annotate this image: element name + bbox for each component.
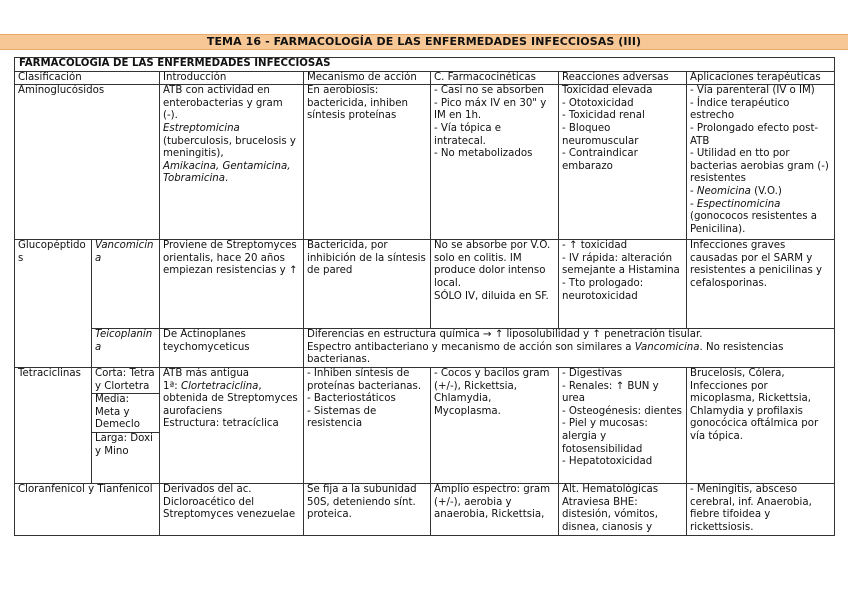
applications-cell: - Vía parenteral (IV o IM) - Índice terapéutico estrecho - Prolongado efecto post-ATB - Utilidad en tto por bacterias aerobias gram (-) resistentes - Neomicina (V.O.) - Espectinomicina (gonococos resistentes a Penicilina). bbox=[687, 85, 835, 240]
duration-medium: Media: Meta y Demeclo bbox=[92, 394, 159, 433]
mechanism-cell: Se fija a la subunidad 50S, deteniendo sínt. proteica. bbox=[304, 483, 431, 535]
header-introduccion: Introducción bbox=[160, 71, 304, 85]
header-farmacocineticas: C. Farmacocinéticas bbox=[431, 71, 559, 85]
table-row bbox=[15, 85, 835, 240]
drug-cell-vancomicina: Vancomicina bbox=[92, 240, 160, 329]
mechanism-cell: En aerobiosis: bactericida, inhiben síntesis proteínas bbox=[304, 85, 431, 240]
class-cell: Tetraciclinas bbox=[15, 367, 92, 483]
pharmacokinetics-cell: - Cocos y bacilos gram (+/-), Rickettsia, Chlamydia, Mycoplasma. bbox=[431, 367, 559, 483]
table-title: FARMACOLOGÍA DE LAS ENFERMEDADES INFECCIOSAS bbox=[15, 58, 835, 72]
table-row bbox=[15, 483, 835, 535]
intro-cell: ATB más antigua 1ª: Clortetraciclina, obtenida de Streptomyces aurofaciens Estructura: tetracíclica bbox=[160, 367, 304, 483]
merged-note-cell: Diferencias en estructura química → ↑ liposolubilidad y ↑ penetración tisular. Espectro antibacteriano y mecanismo de acción son similares a Vancomicina. No resistencias bacterianas. bbox=[304, 329, 835, 368]
adverse-cell: - ↑ toxicidad - IV rápida: alteración semejante a Histamina - Tto prologado: neurotoxicidad bbox=[559, 240, 687, 329]
pharmacokinetics-cell: No se absorbe por V.O. solo en colitis. IM produce dolor intenso local. SÓLO IV, diluida en SF. bbox=[431, 240, 559, 329]
duration-subcells bbox=[92, 367, 160, 483]
applications-cell: - Meningitis, absceso cerebral, inf. Anaerobia, fiebre tifoidea y rickettsiosis. bbox=[687, 483, 835, 535]
header-row bbox=[15, 71, 835, 85]
pharmacokinetics-cell: Amplio espectro: gram (+/-), aerobia y anaerobia, Rickettsia, bbox=[431, 483, 559, 535]
intro-cell: Derivados del ac. Dicloroacético del Streptomyces venezuelae bbox=[160, 483, 304, 535]
intro-cell: Proviene de Streptomyces orientalis, hace 20 años empiezan resistencias y ↑ bbox=[160, 240, 304, 329]
class-cell: Aminoglucósidos bbox=[15, 85, 160, 240]
applications-cell: Infecciones graves causadas por el SARM y resistentes a penicilinas y cefalosporinas. bbox=[687, 240, 835, 329]
table-row bbox=[15, 329, 835, 368]
mechanism-cell: Bactericida, por inhibición de la síntesis de pared bbox=[304, 240, 431, 329]
mechanism-cell: - Inhiben síntesis de proteínas bacterianas. - Bacteriostáticos - Sistemas de resistencia bbox=[304, 367, 431, 483]
adverse-cell: Toxicidad elevada - Ototoxicidad - Toxicidad renal - Bloqueo neuromuscular - Contraindicar embarazo bbox=[559, 85, 687, 240]
class-cell: Cloranfenicol y Tianfenicol bbox=[15, 483, 160, 535]
pharmacokinetics-cell: - Casi no se absorben - Pico máx IV en 30" y IM en 1h. - Vía tópica e intratecal. - No metabolizados bbox=[431, 85, 559, 240]
chapter-banner: TEMA 16 - FARMACOLOGÍA DE LAS ENFERMEDADES INFECCIOSAS (III) bbox=[0, 34, 848, 50]
adverse-cell: - Digestivas - Renales: ↑ BUN y urea - Osteogénesis: dientes - Piel y mucosas: alergia y fotosensibilidad - Hepatotoxicidad bbox=[559, 367, 687, 483]
header-aplicaciones: Aplicaciones terapéuticas bbox=[687, 71, 835, 85]
class-cell: Glucopéptidos bbox=[15, 240, 92, 368]
pharmacology-table bbox=[14, 57, 835, 536]
table-row bbox=[15, 367, 835, 483]
adverse-cell: Alt. Hematológicas Atraviesa BHE: distesión, vómitos, disnea, cianosis y bbox=[559, 483, 687, 535]
intro-cell: De Actinoplanes teychomyceticus bbox=[160, 329, 304, 368]
table-row bbox=[15, 240, 835, 329]
header-mecanismo: Mecanismo de acción bbox=[304, 71, 431, 85]
applications-cell: Brucelosis, Cólera, Infecciones por micoplasma, Rickettsia, Chlamydia y profilaxis gonocócica oftálmica por vía tópica. bbox=[687, 367, 835, 483]
header-reacciones: Reacciones adversas bbox=[559, 71, 687, 85]
header-clasificacion: Clasificación bbox=[15, 71, 160, 85]
duration-long: Larga: Doxi y Mino bbox=[95, 432, 153, 457]
drug-cell-teicoplanina: Teicoplanina bbox=[92, 329, 160, 368]
duration-short: Corta: Tetra y Clortetra bbox=[92, 368, 159, 394]
intro-cell: ATB con actividad en enterobacterias y gram (-). Estreptomicina (tuberculosis, brucelosis y meningitis), Amikacina, Gentamicina, Tobramicina. bbox=[160, 85, 304, 240]
